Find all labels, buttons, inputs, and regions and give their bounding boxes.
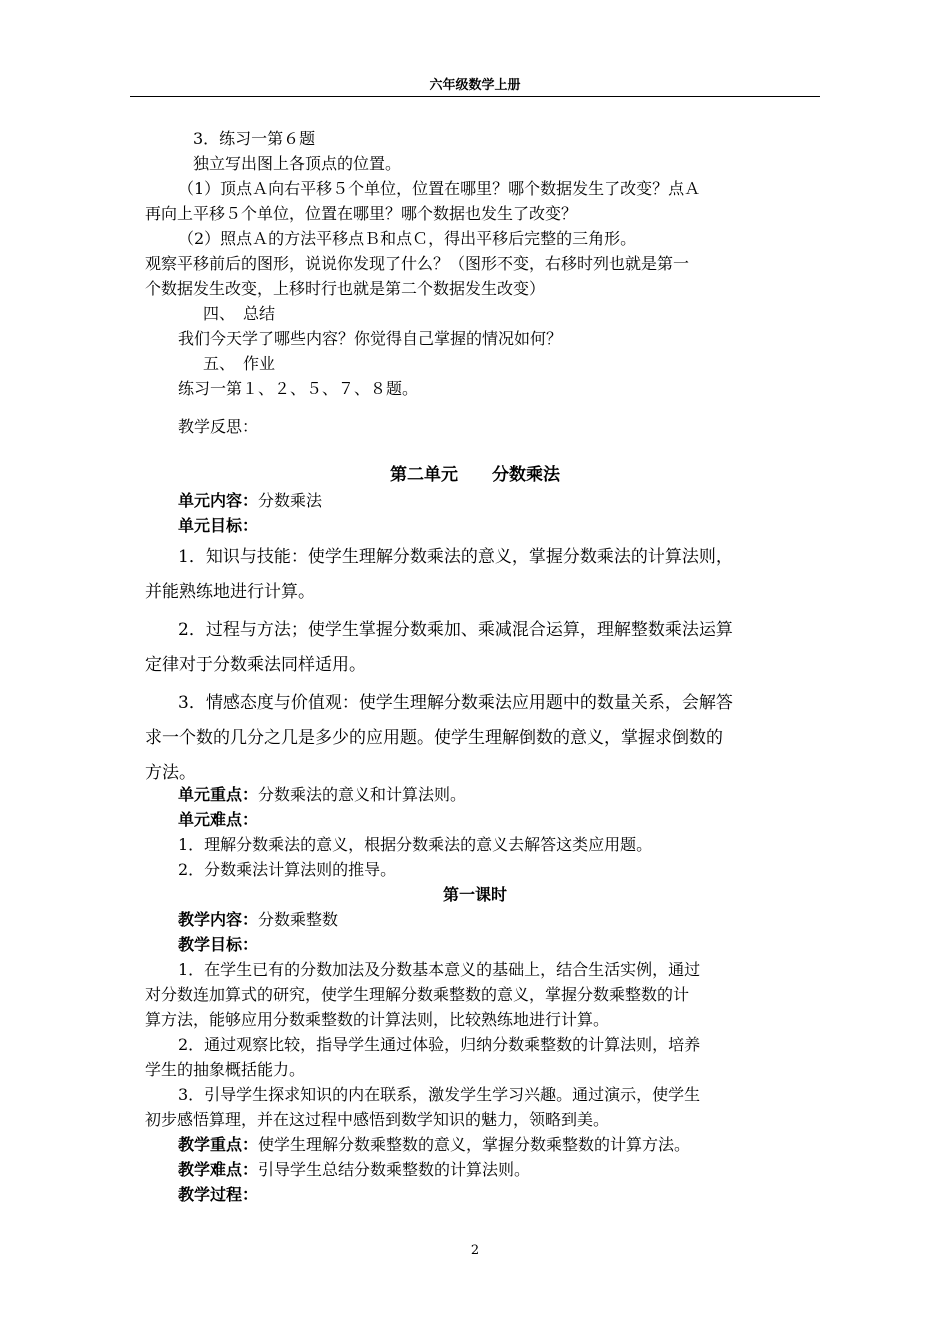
value: 分数乘法的意义和计算法则。: [258, 785, 467, 804]
text-line: 算方法，能够应用分数乘整数的计算法则，比较熟练地进行计算。: [145, 1010, 610, 1029]
header-rule: [130, 96, 820, 97]
text-line: 观察平移前后的图形，说说你发现了什么？（图形不变，右移时列也就是第一: [145, 254, 690, 273]
lesson-title: 第一课时: [442, 885, 507, 904]
value: 分数乘法: [258, 491, 323, 510]
text-line: 我们今天学了哪些内容？你觉得自己掌握的情况如何？: [178, 329, 563, 348]
lesson-difficulty: [178, 1159, 530, 1181]
text-line: 2．过程与方法；使学生掌握分数乘加、乘减混合运算，理解整数乘法运算: [178, 620, 733, 640]
value: 分数乘整数: [258, 910, 339, 929]
label: 教学重点：: [178, 1135, 259, 1154]
lesson-key: [178, 1134, 690, 1156]
text-line: 个数据发生改变，上移时行也就是第二个数据发生改变）: [145, 279, 546, 298]
text-line: 再向上平移５个单位，位置在哪里？哪个数据也发生了改变？: [145, 204, 578, 223]
text-line: 1．知识与技能：使学生理解分数乘法的意义，掌握分数乘法的计算法则，: [178, 547, 733, 567]
text-line: 1．理解分数乘法的意义，根据分数乘法的意义去解答这类应用题。: [178, 835, 653, 854]
text-line: 1．在学生已有的分数加法及分数基本意义的基础上，结合生活实例，通过: [178, 960, 701, 979]
text-line: 初步感悟算理，并在这过程中感悟到数学知识的魅力，领略到美。: [145, 1110, 610, 1129]
unit-key: [178, 784, 466, 806]
text-line: （2）照点Ａ的方法平移点Ｂ和点Ｃ，得出平移后完整的三角形。: [178, 229, 637, 248]
label: 单元重点：: [178, 785, 259, 804]
text-line: 独立写出图上各顶点的位置。: [193, 154, 402, 173]
text-line: 3．引导学生探求知识的内在联系，激发学生学习兴趣。通过演示，使学生: [178, 1085, 701, 1104]
unit-content: [178, 490, 322, 512]
value: 引导学生总结分数乘整数的计算法则。: [258, 1160, 531, 1179]
unit-goals-label: 单元目标：: [178, 516, 259, 535]
text-line: 3．练习一第６题: [193, 129, 316, 148]
text-line: 对分数连加算式的研究，使学生理解分数乘整数的意义，掌握分数乘整数的计: [145, 985, 690, 1004]
text-line: 2．通过观察比较，指导学生通过体验，归纳分数乘整数的计算法则，培养: [178, 1035, 701, 1054]
page-header: 六年级数学上册: [429, 78, 521, 93]
lesson-content: [178, 909, 338, 931]
lesson-process-label: 教学过程：: [178, 1185, 259, 1204]
label: 单元内容：: [178, 491, 259, 510]
text-line: （1）顶点Ａ向右平移５个单位，位置在哪里？哪个数据发生了改变？点Ａ: [178, 179, 701, 198]
page-number: 2: [470, 1243, 480, 1258]
text-line: 方法。: [145, 763, 196, 783]
lesson-goals-label: 教学目标：: [178, 935, 259, 954]
text-line: 2．分数乘法计算法则的推导。: [178, 860, 397, 879]
text-line: 学生的抽象概括能力。: [145, 1060, 306, 1079]
label: 教学难点：: [178, 1160, 259, 1179]
text-line: 练习一第１、２、５、７、８题。: [178, 379, 419, 398]
section-heading: 四、 总结: [203, 304, 276, 323]
text-line: 定律对于分数乘法同样适用。: [145, 655, 366, 675]
unit-title: 第二单元 分数乘法: [390, 465, 560, 485]
value: 使学生理解分数乘整数的意义，掌握分数乘整数的计算方法。: [258, 1135, 691, 1154]
section-heading: 五、 作业: [203, 354, 276, 373]
text-line: 教学反思：: [178, 417, 259, 436]
text-line: 并能熟练地进行计算。: [145, 582, 315, 602]
unit-difficulty-label: 单元难点：: [178, 810, 259, 829]
text-line: 求一个数的几分之几是多少的应用题。使学生理解倒数的意义，掌握求倒数的: [145, 728, 723, 748]
text-line: 3．情感态度与价值观：使学生理解分数乘法应用题中的数量关系，会解答: [178, 693, 733, 713]
label: 教学内容：: [178, 910, 259, 929]
